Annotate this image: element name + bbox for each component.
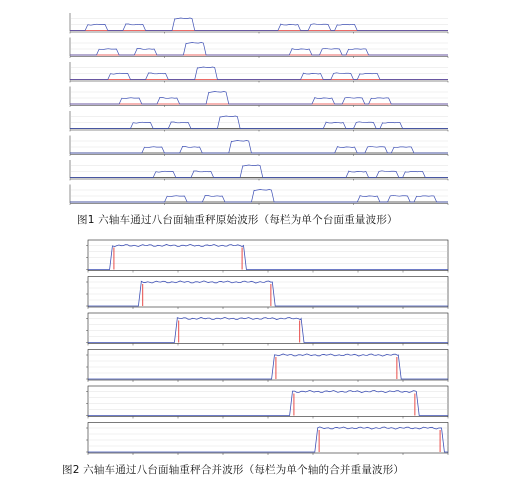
fig1-signal-line bbox=[70, 165, 448, 178]
fig2-panel-frame bbox=[88, 313, 448, 344]
fig1-signal-line bbox=[70, 67, 448, 80]
fig2-panel-frame bbox=[88, 423, 448, 454]
figure-1-caption: 图1 六轴车通过八台面轴重秤原始波形（每栏为单个台面重量波形） bbox=[77, 214, 398, 226]
figure-2-merged-waveforms bbox=[0, 236, 532, 460]
fig1-signal-line bbox=[70, 189, 448, 202]
fig1-panel-6 bbox=[70, 136, 448, 157]
fig2-panel-4 bbox=[86, 350, 448, 383]
fig1-signal-line bbox=[70, 140, 448, 153]
fig1-signal-line bbox=[70, 116, 448, 129]
figure-2-caption: 图2 六轴车通过八台面轴重秤合并波形（每栏为单个轴的合并重量波形） bbox=[62, 464, 405, 476]
fig2-panel-2 bbox=[86, 277, 448, 310]
fig1-panel-1 bbox=[70, 13, 448, 34]
fig1-signal-line bbox=[70, 42, 448, 55]
fig2-panel-1 bbox=[86, 240, 448, 273]
fig2-panel-3 bbox=[86, 313, 448, 346]
fig2-signal-line bbox=[88, 354, 448, 379]
fig2-signal-line bbox=[88, 390, 448, 415]
fig2-signal-line bbox=[88, 281, 448, 306]
fig1-panel-8 bbox=[70, 185, 448, 206]
fig1-panel-2 bbox=[70, 38, 448, 59]
fig1-panel-5 bbox=[70, 111, 448, 132]
figure-1-raw-waveforms bbox=[0, 0, 532, 212]
fig1-signal-line bbox=[70, 18, 448, 31]
fig2-panel-6 bbox=[86, 423, 448, 456]
fig1-panel-3 bbox=[70, 62, 448, 83]
fig2-panel-frame bbox=[88, 386, 448, 417]
fig2-signal-line bbox=[88, 244, 448, 269]
fig1-signal-line bbox=[70, 91, 448, 104]
fig2-signal-line bbox=[88, 317, 448, 342]
fig1-panel-7 bbox=[70, 160, 448, 181]
fig2-signal-line bbox=[88, 427, 448, 452]
fig2-panel-5 bbox=[86, 386, 448, 419]
fig1-panel-4 bbox=[70, 87, 448, 108]
